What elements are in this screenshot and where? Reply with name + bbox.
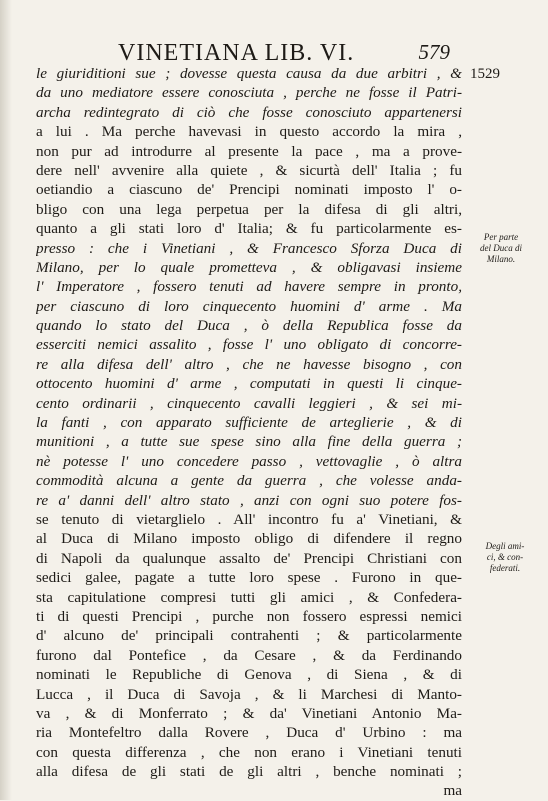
text-line: ria Montefeltro dalla Rovere , Duca d' Urbino : ma [36,724,462,742]
text-line: furono dal Pontefice , da Cesare , & da Ferdinando [36,646,462,664]
text-line: presso : che i Vinetiani , & Francesco Sforza Duca di [36,239,462,257]
running-title: VINETIANA LIB. VI. [118,40,355,66]
text-line: re a' danni dell' altro stato , anzi con ogni suo potere fos- [36,491,462,509]
text-line: ti di questi Prencipi , purche non fossero espressi nemici [36,607,462,625]
text-line: per ciascuno di loro cinquecento huomini d' arme . Ma [36,297,462,315]
text-line: bligo con una lega perpetua per la difesa di gli altri, [36,200,462,218]
margin-note-amici [470,541,540,574]
margin-note-duca [466,232,536,265]
text-line: non pur ad introdurre al presente la pace , ma a prove- [36,142,462,160]
text-line: oetiandio a ciascuno de' Prencipi nominati imposto l' o- [36,181,462,199]
margin-note-line: del Duca di [480,243,522,253]
text-line: l' Imperatore , fossero tenuti ad havere sempre in pronto, [36,278,462,296]
margin-note-line: Milano. [486,254,516,264]
text-line: Lucca , il Duca di Savoja , & li Marchesi di Manto- [36,685,462,703]
text-line: da uno mediatore essere conosciuta , perche ne fosse il Patri- [36,84,462,102]
text-line: alla difesa de gli stati de gli altri , benche nominati ; [36,763,462,781]
text-line: esserciti nemici assalito , fosse l' uno obligato di concorre- [36,336,462,354]
text-line: quanto a gli stati loro d' Italia; & fu particolarmente es- [36,220,462,238]
text-line: al Duca di Milano imposto obligo di difendere il regno [36,530,462,548]
text-line: quando lo stato del Duca , ò della Republica fosse da [36,317,462,335]
binding-shadow [0,0,12,800]
text-line: archa redintegrato di ciò che fosse conosciuto appartenersi [36,103,462,121]
text-line: dere nell' avvenire alla quiete , & sicurtà dell' Italia ; fu [36,161,462,179]
body-text [36,64,462,801]
margin-note-line: ci, & con- [486,552,524,562]
text-line: va , & di Monferrato ; & da' Vinetiani Antonio Ma- [36,704,462,722]
text-line: ottocento huomini d' arme , computati in questi li cinque- [36,375,462,393]
text-line: nè potesse l' uno concedere passo , vettovaglie , ò altra [36,452,462,470]
text-line: la fanti , con apparato sufficiente de arteglierie , & di [36,414,462,432]
text-line: sta capitulatione compresi tutti gli amici , & Confedera- [36,588,462,606]
catchword: ma [443,782,462,800]
margin-note-line: Degli ami- [485,541,525,551]
text-line: le giuriditioni sue ; dovesse questa causa da due arbitri , & [36,65,462,82]
text-line: Milano, per lo quale prometteva , & obligavasi insieme [36,258,462,276]
text-line: sedici galee, pagate a tutte loro spese . Furono in que- [36,569,462,587]
page-number: 579 [418,40,450,64]
margin-note-line: Per parte [483,232,519,242]
text-line: se tenuto di vietarglielo . All' incontro fu a' Vinetiani, & [36,510,462,528]
text-line: con questa differenza , che non erano i Vinetiani tenuti [36,743,462,761]
text-line: commodità alcuna a gente da guerra , che volesse anda- [36,472,462,490]
text-line: munitioni , a tutte sue spese sino alla fine della guerra ; [36,433,462,451]
text-line: a lui . Ma perche havevasi in questo accordo la mira , [36,123,462,141]
text-line: cento ordinarii , cinquecento cavalli leggieri , & sei mi- [36,394,462,412]
text-line: di Napoli da qualunque assalto de' Prencipi Christiani con [36,549,462,567]
text-line: re alla difesa dell' altro , che ne havesse bisogno , con [36,355,462,373]
margin-year: 1529 [470,66,500,82]
text-line: nominati le Republiche di Genova , di Siena , & di [36,666,462,684]
text-line: d' alcuno de' principali contrahenti ; & particolarmente [36,627,462,645]
margin-note-line: federati. [489,563,521,573]
